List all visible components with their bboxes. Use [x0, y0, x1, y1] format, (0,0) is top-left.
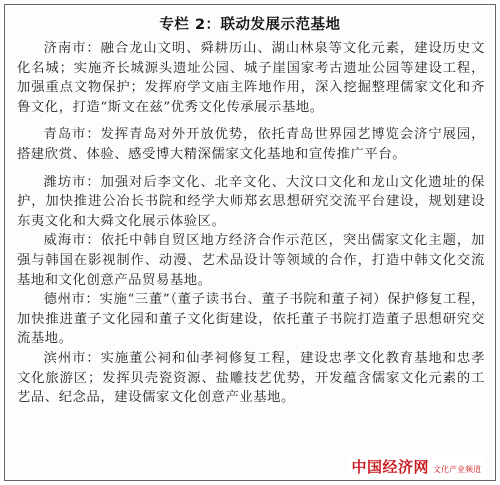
paragraph-qingdao: [17, 125, 485, 164]
city-name: 滨州市：: [43, 350, 101, 366]
paragraph-binzhou: [17, 349, 485, 408]
paragraph-text: 依托中韩自贸区地方经济合作示范区，突出儒家文化主题，加强与韩国在影视制作、动漫、艺术品设计等领域的合作，打造中韩文化交流基地和文化创意产品贸易基地。: [17, 233, 485, 288]
watermark-logo: 中国经济网: [351, 458, 429, 476]
paragraph-text: 加强对后李文化、北辛文化、大汶口文化和龙山文化遗址的保护，加快推进公冶长书院和经学大师郑玄思想研究交流平台建设，规划建设东夷文化和大舜文化展示体验区。: [17, 174, 485, 229]
site-watermark: [349, 456, 483, 477]
city-name: 济南市：: [43, 41, 101, 56]
city-name: 德州市：: [43, 292, 100, 308]
city-name: 潍坊市：: [43, 174, 101, 190]
paragraph-text: 发挥青岛对外开放优势，依托青岛世界园艺博览会济宁展园，搭建欣赏、体验、感受博大精深儒家文化基地和宣传推广平台。: [17, 127, 485, 162]
watermark-subtitle: 文化产业频道: [433, 465, 481, 474]
paragraph-jinan: [17, 39, 485, 117]
city-name: 青岛市：: [43, 127, 101, 143]
city-name: 威海市：: [43, 233, 101, 249]
feature-box: [4, 4, 496, 481]
paragraph-text: 融合龙山文明、舜耕历山、湖山林泉等文化元素，建设历史文化名城；实施齐长城源头遗址公园、城子崖国家考古遗址公园等建设工程，加强重点文物保护；发挥府学文庙主阵地作用，深入挖掘整理儒家文化和齐鲁文化，打造“斯文在兹”优秀文化传承展示基地。: [17, 41, 485, 115]
paragraph-text: 实施董公祠和仙孝祠修复工程，建设忠孝文化教育基地和忠孝文化旅游区；发挥贝壳瓷资源、盐雕技艺优势，开发蕴含儒家文化元素的工艺品、纪念品，建设儒家文化创意产业基地。: [17, 350, 485, 406]
box-title: 专栏 2：联动发展示范基地: [159, 17, 341, 33]
paragraph-dezhou: [17, 290, 485, 349]
box-content: [17, 39, 485, 408]
paragraph-weifang: [17, 173, 485, 232]
paragraph-text: 实施“三董”（董子读书台、董子书院和董子祠）保护修复工程，加快推进董子文化园和董子文化街建设，依托董子书院打造董子思想研究交流基地。: [17, 292, 485, 347]
paragraph-weihai: [17, 231, 485, 290]
